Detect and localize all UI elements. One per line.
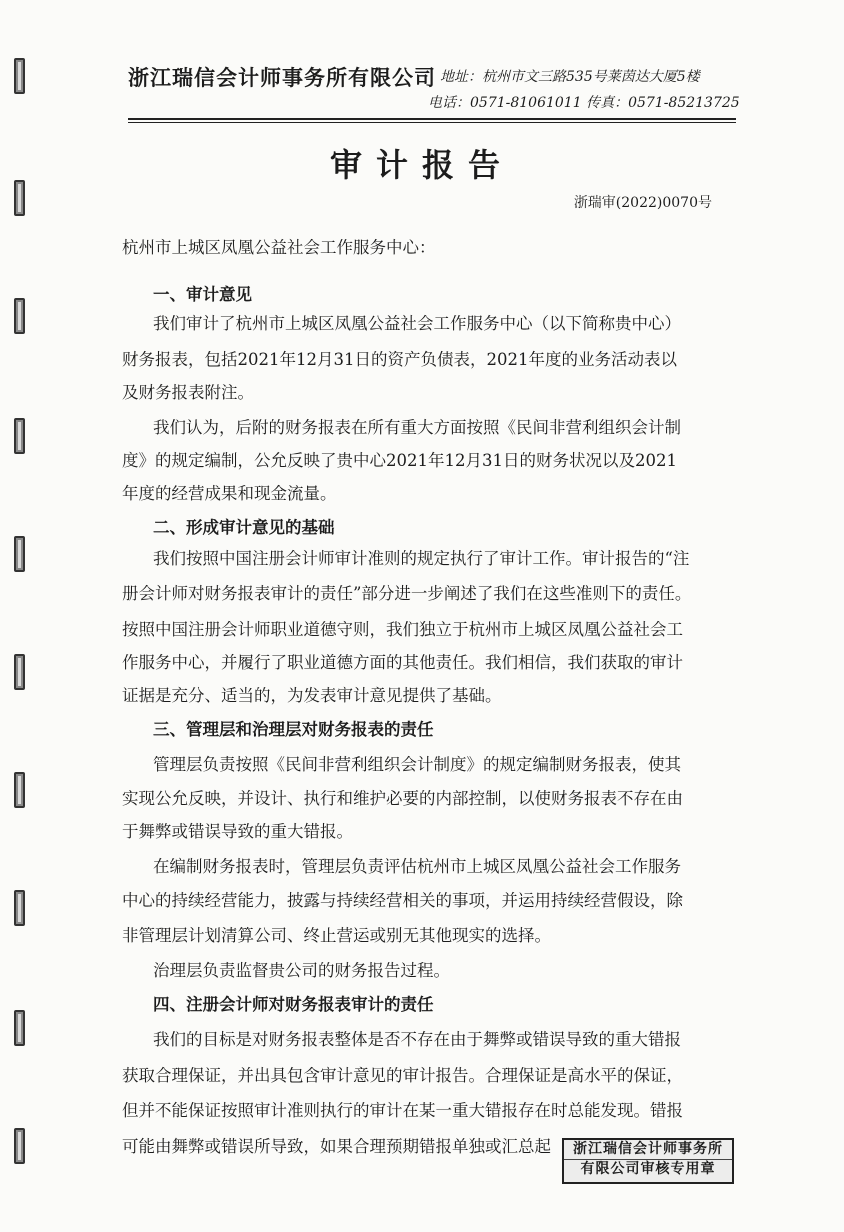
firm-name: 浙江瑞信会计师事务所有限公司 bbox=[128, 66, 436, 90]
paragraph-line: 财务报表，包括2021年12月31日的资产负债表，2021年度的业务活动表以 bbox=[122, 350, 677, 369]
letterhead-rule bbox=[128, 118, 736, 120]
binding-hole bbox=[14, 772, 25, 808]
stamp-line-purpose: 有限公司审核专用章 bbox=[580, 1161, 716, 1177]
stamp-line-firm: 浙江瑞信会计师事务所 bbox=[564, 1140, 732, 1160]
section-heading: 四、注册会计师对财务报表审计的责任 bbox=[153, 995, 434, 1014]
audit-seal-stamp bbox=[562, 1138, 734, 1184]
section-heading: 三、管理层和治理层对财务报表的责任 bbox=[153, 720, 434, 739]
letterhead bbox=[128, 58, 738, 118]
paragraph-line: 我们审计了杭州市上城区凤凰公益社会工作服务中心（以下简称贵中心） bbox=[153, 314, 681, 333]
paragraph-line: 按照中国注册会计师职业道德守则，我们独立于杭州市上城区凤凰公益社会工 bbox=[122, 620, 683, 639]
paragraph-line: 我们认为，后附的财务报表在所有重大方面按照《民间非营利组织会计制 bbox=[153, 418, 681, 437]
paragraph-line: 非管理层计划清算公司、终止营运或别无其他现实的选择。 bbox=[122, 926, 551, 945]
binding-hole bbox=[14, 298, 25, 334]
paragraph-line: 年度的经营成果和现金流量。 bbox=[122, 484, 337, 503]
binding-hole bbox=[14, 1010, 25, 1046]
section-heading: 二、形成审计意见的基础 bbox=[153, 518, 335, 537]
firm-phone-fax: 电话：0571-81061011 传真：0571-85213725 bbox=[428, 95, 740, 111]
paragraph-line: 于舞弊或错误导致的重大错报。 bbox=[122, 822, 353, 841]
paragraph-line: 证据是充分、适当的，为发表审计意见提供了基础。 bbox=[122, 686, 502, 705]
paragraph-line: 册会计师对财务报表审计的责任”部分进一步阐述了我们在这些准则下的责任。 bbox=[122, 584, 692, 603]
paragraph-line: 度》的规定编制，公允反映了贵中心2021年12月31日的财务状况以及2021 bbox=[122, 451, 677, 470]
binding-hole bbox=[14, 890, 25, 926]
binding-hole bbox=[14, 1128, 25, 1164]
paragraph-line: 及财务报表附注。 bbox=[122, 383, 254, 402]
binding-hole bbox=[14, 654, 25, 690]
paragraph-line: 获取合理保证，并出具包含审计意见的审计报告。合理保证是高水平的保证， bbox=[122, 1066, 683, 1085]
paragraph-line: 作服务中心，并履行了职业道德方面的其他责任。我们相信，我们获取的审计 bbox=[122, 653, 683, 672]
paragraph-line: 管理层负责按照《民间非营利组织会计制度》的规定编制财务报表，使其 bbox=[153, 755, 681, 774]
paragraph-line: 实现公允反映，并设计、执行和维护必要的内部控制，以使财务报表不存在由 bbox=[122, 789, 683, 808]
section-heading: 一、审计意见 bbox=[153, 285, 252, 304]
document-number: 浙瑞审(2022)0070号 bbox=[573, 195, 712, 211]
report-title: 审计报告 bbox=[329, 146, 514, 184]
binding-hole bbox=[14, 536, 25, 572]
paragraph-line: 可能由舞弊或错误所导致，如果合理预期错报单独或汇总起 bbox=[122, 1137, 551, 1156]
addressee: 杭州市上城区凤凰公益社会工作服务中心： bbox=[122, 238, 436, 257]
paragraph-line: 但并不能保证按照审计准则执行的审计在某一重大错报存在时总能发现。错报 bbox=[122, 1101, 683, 1120]
paragraph-line: 在编制财务报表时，管理层负责评估杭州市上城区凤凰公益社会工作服务 bbox=[153, 857, 681, 876]
binding-hole bbox=[14, 418, 25, 454]
paragraph-line: 中心的持续经营能力，披露与持续经营相关的事项，并运用持续经营假设，除 bbox=[122, 891, 683, 910]
paragraph-line: 我们的目标是对财务报表整体是否不存在由于舞弊或错误导致的重大错报 bbox=[153, 1030, 681, 1049]
firm-address: 地址：杭州市文三路535号莱茵达大厦5楼 bbox=[440, 69, 700, 85]
letterhead-rule-thin bbox=[128, 122, 736, 123]
paragraph-line: 我们按照中国注册会计师审计准则的规定执行了审计工作。审计报告的“注 bbox=[153, 549, 690, 568]
paragraph-line: 治理层负责监督贵公司的财务报告过程。 bbox=[153, 961, 450, 980]
binding-hole bbox=[14, 58, 25, 94]
